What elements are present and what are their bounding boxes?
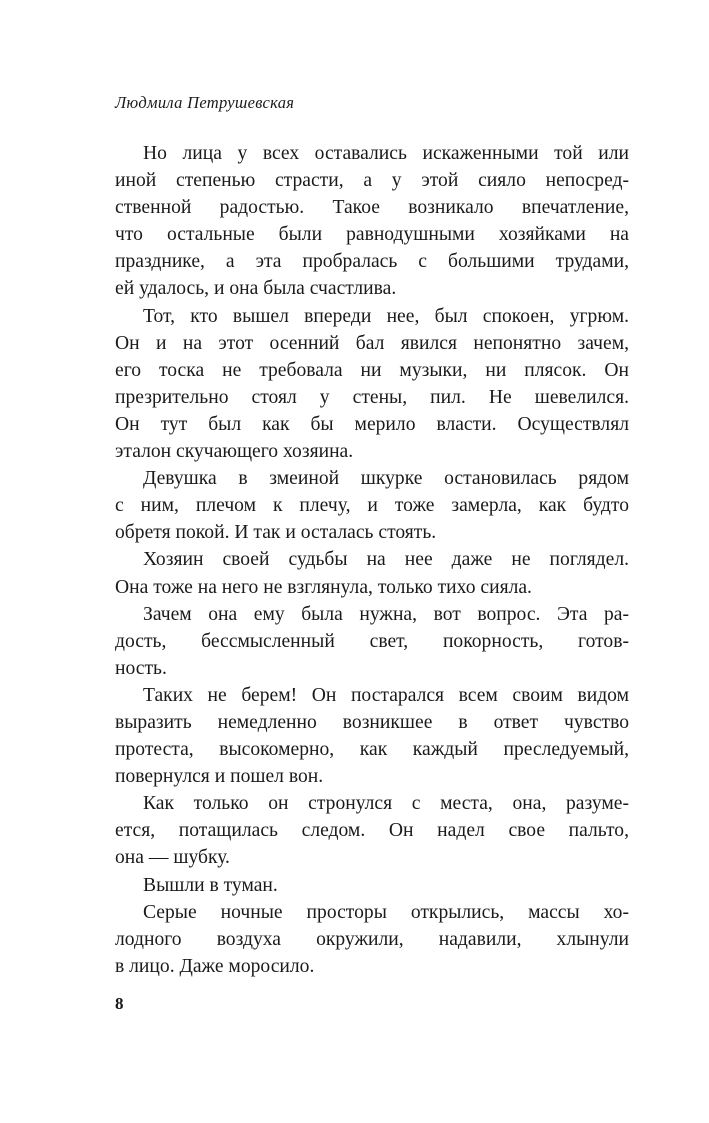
- text-line: ственной радостью. Такое возникало впечатление,: [115, 197, 629, 219]
- running-head: Людмила Петрушевская: [115, 93, 295, 112]
- text-line: Хозяин своей судьбы на нее даже не поглядел.: [143, 549, 629, 571]
- text-line: его тоска не требовала ни музыки, ни плясок. Он: [115, 359, 629, 381]
- text-line: Серые ночные просторы открылись, массы хо-: [143, 901, 629, 923]
- text-line: дость, бессмысленный свет, покорность, готов-: [115, 630, 629, 652]
- text-line: иной степенью страсти, а у этой сияло непосред-: [115, 170, 629, 192]
- text-line: лодного воздуха окружили, надавили, хлынули: [115, 928, 629, 950]
- text-line: она — шубку.: [115, 847, 230, 869]
- text-line: что остальные были равнодушными хозяйками на: [115, 224, 629, 246]
- text-line: с ним, плечом к плечу, и тоже замерла, как будто: [115, 495, 629, 517]
- text-line: Она тоже на него не взглянула, только тихо сияла.: [115, 576, 532, 598]
- text-line: презрительно стоял у стены, пил. Не шевелился.: [115, 386, 629, 408]
- text-line: ность.: [115, 657, 167, 679]
- text-line: Тот, кто вышел впереди нее, был спокоен, угрюм.: [143, 305, 629, 327]
- text-line: ется, потащилась следом. Он надел свое пальто,: [115, 820, 629, 842]
- text-line: эталон скучающего хозяина.: [115, 441, 354, 463]
- body-text: [115, 140, 629, 980]
- text-line: в лицо. Даже моросило.: [115, 955, 315, 977]
- text-line: выразить немедленно возникшее в ответ чувство: [115, 711, 629, 733]
- text-line: Таких не берем! Он постарался всем своим видом: [143, 684, 629, 706]
- text-line: Девушка в змеиной шкурке остановилась рядом: [143, 468, 629, 490]
- text-line: Он тут был как бы мерило власти. Осуществлял: [115, 413, 629, 435]
- text-line: Вышли в туман.: [143, 874, 278, 896]
- page-number: 8: [115, 994, 124, 1013]
- text-line: Он и на этот осенний бал явился непонятно зачем,: [115, 332, 629, 354]
- text-line: обретя покой. И так и осталась стоять.: [115, 522, 437, 544]
- text-line: протеста, высокомерно, как каждый преследуемый,: [115, 739, 629, 761]
- text-line: повернулся и пошел вон.: [115, 766, 324, 788]
- text-line: ей удалось, и она была счастлива.: [115, 278, 397, 300]
- text-line: празднике, а эта пробралась с большими трудами,: [115, 251, 629, 273]
- text-line: Но лица у всех оставались искаженными той или: [143, 143, 629, 164]
- text-line: Зачем она ему была нужна, вот вопрос. Эта ра-: [143, 603, 629, 625]
- text-line: Как только он стронулся с места, она, разуме-: [143, 793, 629, 815]
